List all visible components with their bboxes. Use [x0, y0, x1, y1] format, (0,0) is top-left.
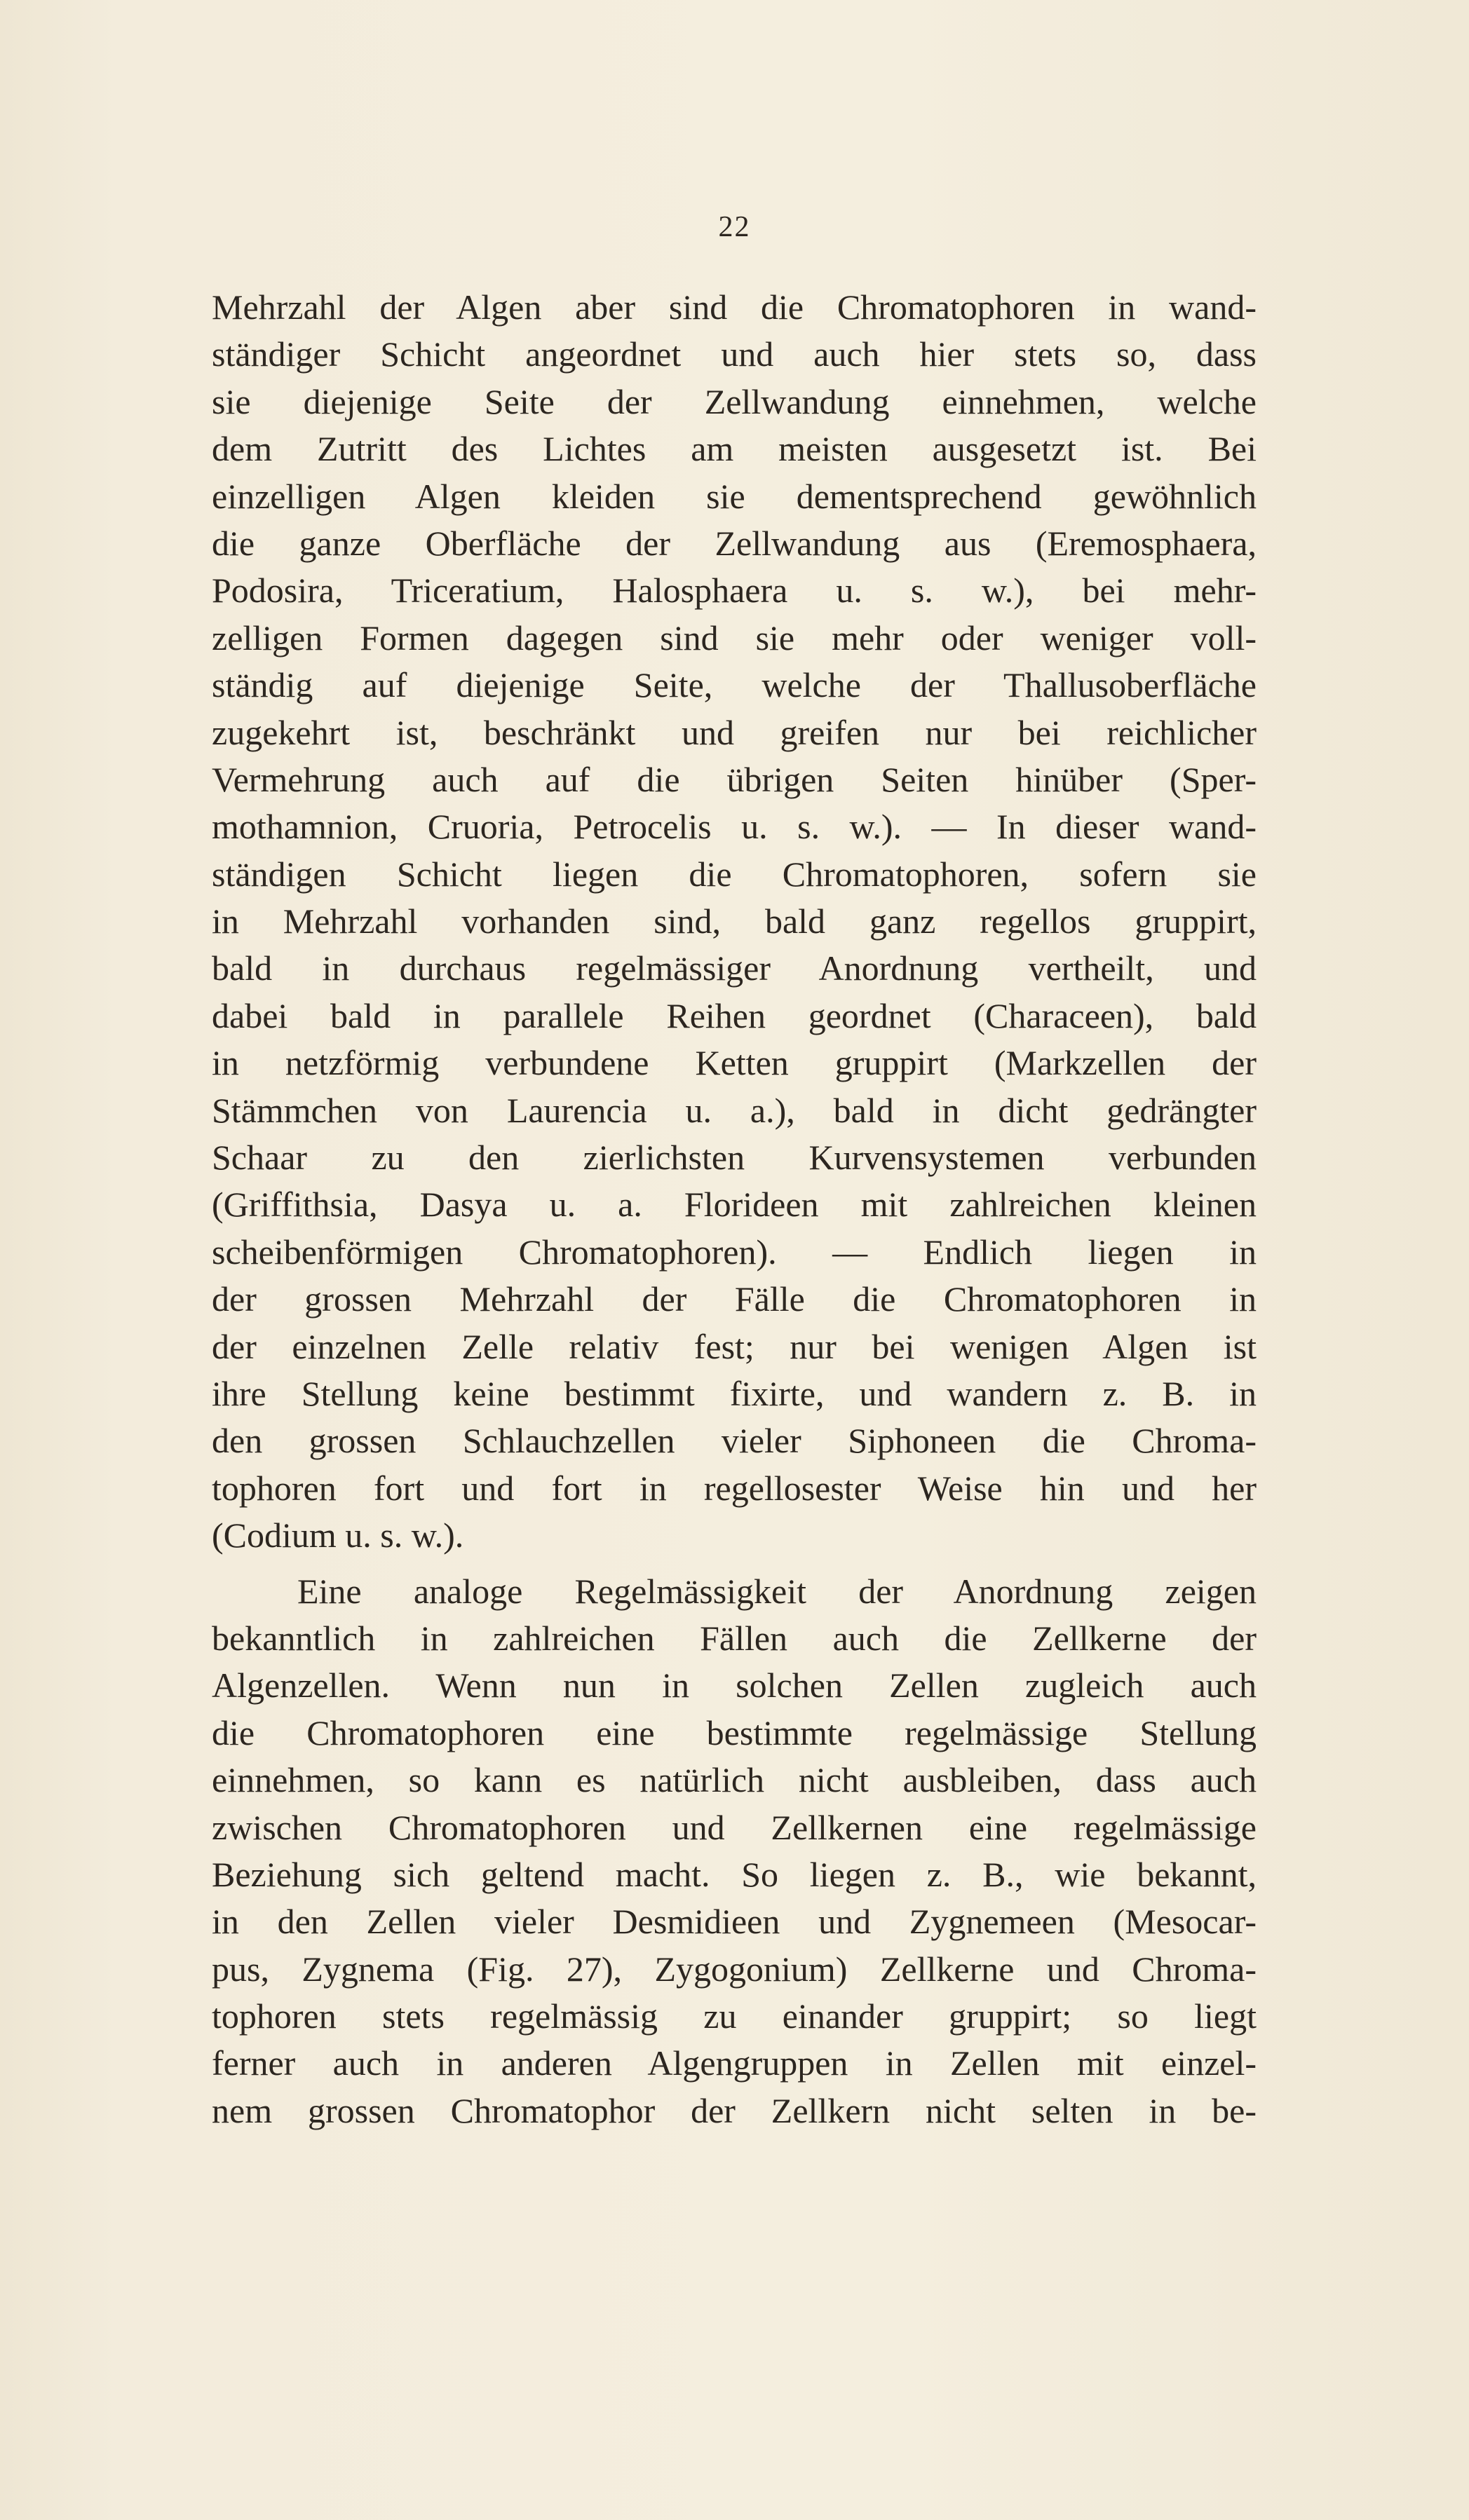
text-line: die Chromatophoren eine bestimmte regelmässige Stellung	[212, 1712, 1257, 1752]
text-line: Podosira, Triceratium, Halosphaera u. s. w.), bei mehr-	[212, 571, 1257, 611]
text-line: die ganze Oberfläche der Zellwandung aus (Eremosphaera,	[212, 523, 1257, 563]
text-line: ferner auch in anderen Algengruppen in Zellen mit einzel-	[212, 2043, 1257, 2083]
text-line: (Griffithsia, Dasya u. a. Florideen mit zahlreichen kleinen	[212, 1185, 1257, 1225]
text-line: Vermehrung auch auf die übrigen Seiten hinüber (Sper-	[212, 759, 1257, 799]
text-line: nem grossen Chromatophor der Zellkern nicht selten in be-	[212, 2090, 1257, 2130]
page-number: 22	[718, 211, 751, 243]
paragraph-gap	[212, 1560, 1257, 1568]
text-line: der grossen Mehrzahl der Fälle die Chromatophoren in	[212, 1279, 1257, 1319]
text-line: Mehrzahl der Algen aber sind die Chromatophoren in wand-	[212, 287, 1257, 327]
text-line: bekanntlich in zahlreichen Fällen auch die Zellkerne der	[212, 1618, 1257, 1658]
text-line: einnehmen, so kann es natürlich nicht ausbleiben, dass auch	[212, 1760, 1257, 1800]
text-line: ständig auf diejenige Seite, welche der Thallusoberfläche	[212, 665, 1257, 705]
paragraph-1	[212, 284, 1257, 1560]
paragraph-2	[212, 1568, 1257, 2135]
text-line: der einzelnen Zelle relativ fest; nur bei wenigen Algen ist	[212, 1326, 1257, 1366]
text-line: bald in durchaus regelmässiger Anordnung vertheilt, und	[212, 948, 1257, 988]
text-line: tophoren fort und fort in regellosester Weise hin und her	[212, 1468, 1257, 1508]
text-line: in den Zellen vieler Desmidieen und Zygnemeen (Mesocar-	[212, 1902, 1257, 1942]
text-line: ständiger Schicht angeordnet und auch hier stets so, dass	[212, 334, 1257, 374]
text-line: dem Zutritt des Lichtes am meisten ausgesetzt ist. Bei	[212, 429, 1257, 469]
text-line: zugekehrt ist, beschränkt und greifen nur bei reichlicher	[212, 712, 1257, 752]
text-line: Beziehung sich geltend macht. So liegen z. B., wie bekannt,	[212, 1854, 1257, 1894]
text-line: tophoren stets regelmässig zu einander gruppirt; so liegt	[212, 1996, 1257, 2036]
text-line: scheibenförmigen Chromatophoren). — Endlich liegen in	[212, 1232, 1257, 1272]
text-line: Schaar zu den zierlichsten Kurvensystemen verbunden	[212, 1138, 1257, 1178]
text-line: zelligen Formen dagegen sind sie mehr oder weniger voll-	[212, 618, 1257, 658]
text-line: dabei bald in parallele Reihen geordnet (Characeen), bald	[212, 995, 1257, 1035]
text-line: in netzförmig verbundene Ketten gruppirt (Markzellen der	[212, 1043, 1257, 1083]
text-line: Algenzellen. Wenn nun in solchen Zellen zugleich auch	[212, 1666, 1257, 1705]
body-text	[212, 284, 1257, 2134]
text-line: pus, Zygnema (Fig. 27), Zygogonium) Zellkerne und Chroma-	[212, 1949, 1257, 1989]
text-line: Eine analoge Regelmässigkeit der Anordnung zeigen	[297, 1571, 1257, 1611]
text-line: ihre Stellung keine bestimmt fixirte, und wandern z. B. in	[212, 1373, 1257, 1413]
text-line: den grossen Schlauchzellen vieler Siphoneen die Chroma-	[212, 1421, 1257, 1461]
text-line: mothamnion, Cruoria, Petrocelis u. s. w.). — In dieser wand-	[212, 807, 1257, 847]
text-line: (Codium u. s. w.).	[212, 1516, 464, 1555]
text-line: zwischen Chromatophoren und Zellkernen eine regelmässige	[212, 1807, 1257, 1847]
text-line: ständigen Schicht liegen die Chromatophoren, sofern sie	[212, 854, 1257, 894]
text-line: in Mehrzahl vorhanden sind, bald ganz regellos gruppirt,	[212, 901, 1257, 941]
text-line: Stämmchen von Laurencia u. a.), bald in dicht gedrängter	[212, 1090, 1257, 1130]
text-line: einzelligen Algen kleiden sie dementsprechend gewöhnlich	[212, 476, 1257, 516]
text-line: sie diejenige Seite der Zellwandung einnehmen, welche	[212, 381, 1257, 421]
